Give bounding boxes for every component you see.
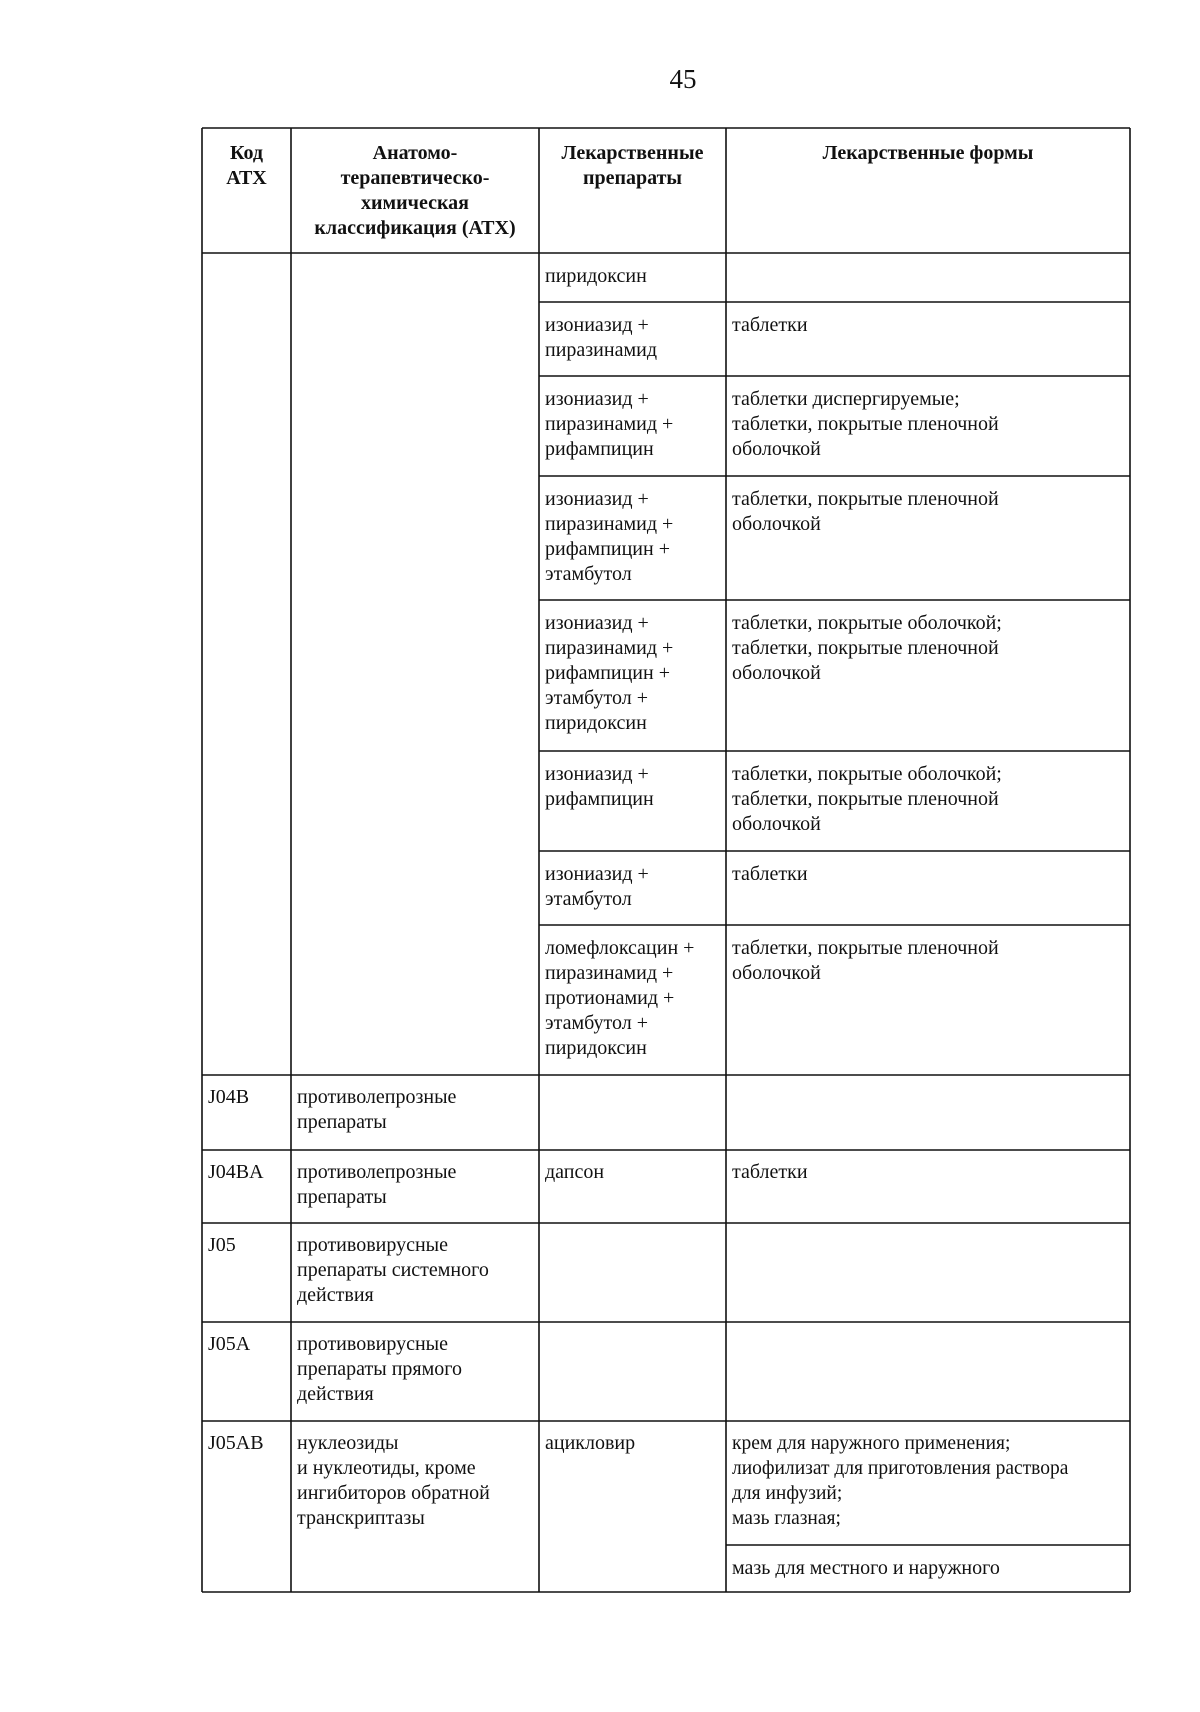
cell-drug: изониазид + пиразинамид + рифампицин + этамбутол [545,488,674,585]
cell-forms: таблетки, покрытые оболочкой; таблетки, покрытые пленочной оболочкой [732,763,1002,835]
cell-forms: таблетки диспергируемые; таблетки, покрытые пленочной оболочкой [732,388,999,460]
cell-forms: таблетки, покрытые пленочной оболочкой [732,488,999,535]
cell-drug: ломефлоксацин + пиразинамид + протионамид + этамбутол + пиридоксин [545,937,695,1059]
cell-classification: нуклеозиды и нуклеотиды, кроме ингибиторов обратной транскриптазы [297,1432,490,1529]
cell-drug: изониазид + пиразинамид + рифампицин [545,388,674,460]
cell-forms: таблетки [732,314,808,336]
cell-forms: таблетки [732,1161,808,1183]
cell-classification: противолепрозные препараты [297,1086,457,1133]
cell-drug: дапсон [545,1161,605,1183]
cell-code: J04B [208,1086,250,1108]
cell-forms: таблетки [732,863,808,885]
cell-forms: крем для наружного применения; лиофилизат для приготовления раствора для инфузий; мазь глазная; [732,1433,1069,1529]
cell-forms: таблетки, покрытые оболочкой; таблетки, покрытые пленочной оболочкой [732,612,1002,684]
header-forms: Лекарственные формы [822,142,1034,164]
cell-code: J05AB [208,1432,264,1454]
page-number: 45 [669,64,697,94]
cell-drug: изониазид + этамбутол [545,863,649,910]
cell-drug: изониазид + пиразинамид + рифампицин + этамбутол + пиридоксин [545,612,674,734]
cell-drug: изониазид + рифампицин [545,763,654,810]
cell-code: J05A [208,1333,251,1355]
cell-classification: противолепрозные препараты [297,1161,457,1208]
cell-classification: противовирусные препараты системного действия [297,1234,489,1306]
cell-code: J04BA [208,1161,264,1183]
cell-code: J05 [208,1234,236,1256]
header-drugs: Лекарственные препараты [561,142,704,189]
cell-drug: ацикловир [545,1432,636,1454]
cell-forms: мазь для местного и наружного [732,1557,1000,1579]
header-classification: Анатомо- терапевтическо- химическая классификация (АТХ) [314,142,516,239]
cell-classification: противовирусные препараты прямого действия [297,1333,462,1405]
cell-drug: изониазид + пиразинамид [545,314,658,361]
cell-forms: таблетки, покрытые пленочной оболочкой [732,937,999,984]
header-code: Код АТХ [226,142,267,189]
cell-drug: пиридоксин [545,265,647,287]
